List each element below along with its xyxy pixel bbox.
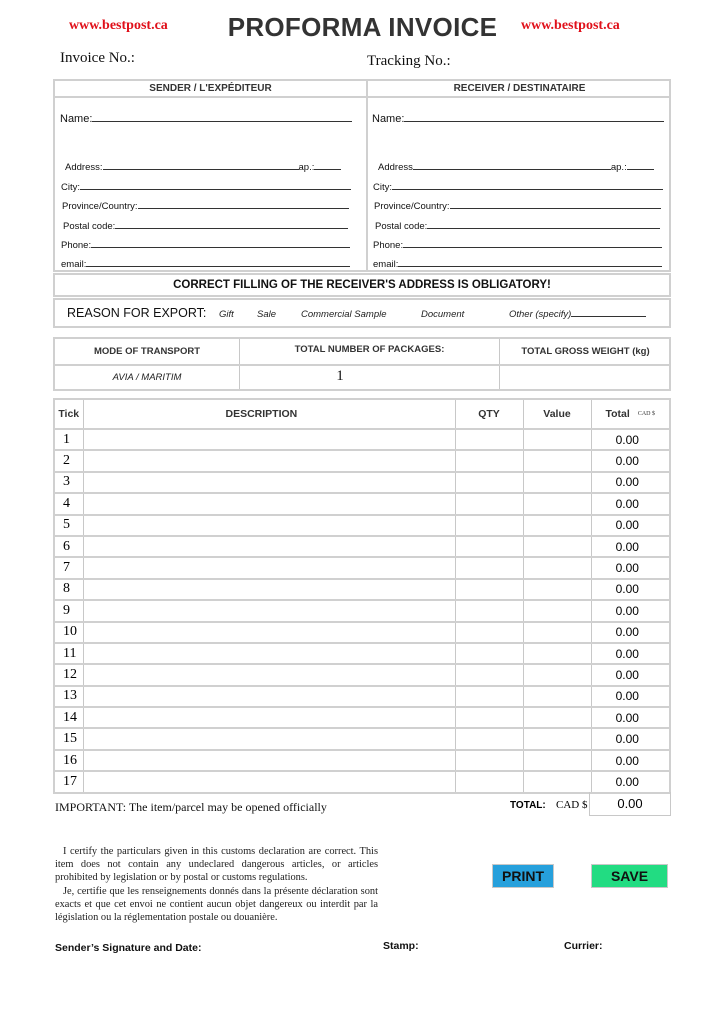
- row-total: 0.00: [591, 686, 669, 707]
- sender-name-label: Name:: [60, 113, 93, 125]
- row-total: 0.00: [591, 664, 669, 685]
- table-row: [55, 429, 669, 450]
- row-number: 16: [55, 750, 83, 771]
- description-input[interactable]: [83, 579, 455, 600]
- qty-input[interactable]: [455, 536, 523, 557]
- description-input[interactable]: [83, 600, 455, 621]
- receiver-city-field[interactable]: [373, 181, 663, 193]
- page-title: PROFORMA INVOICE: [227, 12, 498, 42]
- receiver-province-label: Province/Country:: [374, 201, 450, 212]
- mode-of-transport-header: MODE OF TRANSPORT: [93, 346, 201, 357]
- save-button[interactable]: SAVE: [591, 864, 668, 888]
- description-input[interactable]: [83, 728, 455, 749]
- sender-email-label: email:: [61, 259, 87, 270]
- value-input[interactable]: [523, 579, 591, 600]
- description-input[interactable]: [83, 429, 455, 450]
- sender-address-field[interactable]: [65, 161, 341, 173]
- col-header-qty: QTY: [455, 400, 523, 429]
- table-row: [55, 536, 669, 557]
- total-weight-header: TOTAL GROSS WEIGHT (kg): [521, 346, 650, 357]
- divider: [55, 364, 669, 366]
- value-input[interactable]: [523, 450, 591, 471]
- table-row: [55, 707, 669, 728]
- description-input[interactable]: [83, 450, 455, 471]
- reason-option-other[interactable]: [509, 309, 646, 320]
- table-row: [55, 664, 669, 685]
- sender-city-field[interactable]: [61, 181, 351, 193]
- row-number: 15: [55, 728, 83, 749]
- value-input[interactable]: [523, 557, 591, 578]
- qty-input[interactable]: [455, 600, 523, 621]
- row-number: 10: [55, 622, 83, 643]
- table-row: [55, 579, 669, 600]
- receiver-address-field[interactable]: [378, 161, 654, 173]
- row-number: 6: [55, 536, 83, 557]
- value-input[interactable]: [523, 686, 591, 707]
- print-button[interactable]: PRINT: [492, 864, 554, 888]
- row-total: 0.00: [591, 643, 669, 664]
- row-number: 1: [55, 429, 83, 450]
- grand-total-value: 0.00: [589, 792, 671, 816]
- row-total: 0.00: [591, 536, 669, 557]
- total-weight-input[interactable]: [500, 368, 671, 390]
- receiver-province-field[interactable]: [374, 200, 661, 212]
- table-row: [55, 728, 669, 749]
- row-number: 13: [55, 686, 83, 707]
- row-number: 17: [55, 771, 83, 792]
- row-number: 8: [55, 579, 83, 600]
- sender-phone-label: Phone:: [61, 240, 92, 251]
- col-header-description: DESCRIPTION: [83, 400, 455, 429]
- row-number: 2: [55, 450, 83, 471]
- divider: [366, 81, 368, 270]
- receiver-email-field[interactable]: [373, 258, 662, 270]
- value-input[interactable]: [523, 536, 591, 557]
- description-input[interactable]: [83, 536, 455, 557]
- transport-section: [53, 337, 671, 391]
- description-input[interactable]: [83, 643, 455, 664]
- description-input[interactable]: [83, 472, 455, 493]
- row-total: 0.00: [591, 707, 669, 728]
- table-row: [55, 557, 669, 578]
- website-link-right[interactable]: www.bestpost.ca: [521, 18, 620, 33]
- sender-email-field[interactable]: [61, 258, 350, 270]
- table-row: [55, 771, 669, 792]
- reason-option-gift[interactable]: Gift: [219, 309, 234, 320]
- value-input[interactable]: [523, 664, 591, 685]
- description-input[interactable]: [83, 493, 455, 514]
- address-section: [53, 79, 671, 272]
- invoice-number-label: Invoice No.:: [60, 50, 135, 66]
- description-input[interactable]: [83, 750, 455, 771]
- important-notice: IMPORTANT: The item/parcel may be opened officially: [55, 800, 327, 814]
- col-header-tick: Tick: [55, 400, 83, 429]
- row-total: 0.00: [591, 600, 669, 621]
- tracking-number-label: Tracking No.:: [367, 53, 451, 69]
- sender-province-label: Province/Country:: [62, 201, 138, 212]
- description-input[interactable]: [83, 686, 455, 707]
- table-row: [55, 750, 669, 771]
- receiver-postal-field[interactable]: [375, 220, 660, 232]
- value-input[interactable]: [523, 472, 591, 493]
- reason-for-export: [53, 298, 671, 328]
- receiver-postal-label: Postal code:: [375, 221, 428, 232]
- reason-option-document[interactable]: Document: [421, 309, 465, 320]
- row-number: 7: [55, 557, 83, 578]
- divider: [55, 96, 669, 98]
- col-header-value: Value: [523, 400, 591, 429]
- total-header-label: Total: [605, 408, 630, 420]
- table-row: [55, 600, 669, 621]
- sender-ap-label: ap.:: [298, 162, 315, 173]
- grand-total-label: TOTAL:: [510, 800, 546, 811]
- value-input[interactable]: [523, 707, 591, 728]
- sender-signature-label: Sender’s Signature and Date:: [55, 942, 202, 954]
- value-input[interactable]: [523, 643, 591, 664]
- row-total: 0.00: [591, 579, 669, 600]
- certification-english: I certify the particulars given in this customs declaration are correct. This item does not contain any undeclared dangerous articles, or articles prohibited by legislation or by postal or customs regulations.: [55, 846, 378, 883]
- qty-input[interactable]: [455, 429, 523, 450]
- description-input[interactable]: [83, 707, 455, 728]
- tracking-number-input[interactable]: [452, 50, 667, 70]
- col-header-total: [591, 400, 669, 429]
- value-input[interactable]: [523, 622, 591, 643]
- value-input[interactable]: [523, 771, 591, 792]
- certification-french: Je, certifie que les renseignements donnés dans la présente déclaration sont exacts et que cet envoi ne contient aucun objet dangereux ou interdit par la législation ou la réglementation postale ou douanière.: [55, 886, 378, 923]
- reason-option-commercial-sample[interactable]: Commercial Sample: [301, 309, 387, 320]
- qty-input[interactable]: [455, 515, 523, 536]
- description-input[interactable]: [83, 771, 455, 792]
- grand-total-currency: CAD $: [556, 799, 588, 811]
- value-input[interactable]: [523, 429, 591, 450]
- qty-input[interactable]: [455, 643, 523, 664]
- qty-input[interactable]: [455, 686, 523, 707]
- reason-option-other-label: Other (specify): [509, 309, 572, 320]
- row-total: 0.00: [591, 728, 669, 749]
- table-row: [55, 450, 669, 471]
- sender-name-field[interactable]: [60, 113, 352, 125]
- row-total: 0.00: [591, 450, 669, 471]
- row-number: 3: [55, 472, 83, 493]
- qty-input[interactable]: [455, 493, 523, 514]
- row-total: 0.00: [591, 622, 669, 643]
- value-input[interactable]: [523, 493, 591, 514]
- row-number: 11: [55, 643, 83, 664]
- receiver-phone-field[interactable]: [373, 239, 662, 251]
- receiver-address-label: Address: [378, 162, 413, 173]
- sender-postal-label: Postal code:: [63, 221, 116, 232]
- reason-label: REASON FOR EXPORT:: [67, 306, 207, 320]
- sender-phone-field[interactable]: [61, 239, 350, 251]
- receiver-ap-label: ap.:: [610, 162, 627, 173]
- table-row: [55, 686, 669, 707]
- row-total: 0.00: [591, 493, 669, 514]
- qty-input[interactable]: [455, 728, 523, 749]
- row-number: 14: [55, 707, 83, 728]
- receiver-name-label: Name:: [372, 113, 405, 125]
- sender-heading: SENDER / L'EXPÉDITEUR: [149, 83, 272, 94]
- stamp-label: Stamp:: [383, 940, 419, 952]
- description-input[interactable]: [83, 557, 455, 578]
- reason-option-sale[interactable]: Sale: [257, 309, 277, 320]
- description-input[interactable]: [83, 664, 455, 685]
- total-packages-input[interactable]: 1: [336, 368, 344, 384]
- qty-input[interactable]: [455, 557, 523, 578]
- qty-input[interactable]: [455, 750, 523, 771]
- row-number: 5: [55, 515, 83, 536]
- sender-address-label: Address:: [65, 162, 103, 173]
- receiver-email-label: email:: [373, 259, 399, 270]
- sender-province-field[interactable]: [62, 200, 349, 212]
- table-row: [55, 643, 669, 664]
- qty-input[interactable]: [455, 622, 523, 643]
- address-obligatory-notice: CORRECT FILLING OF THE RECEIVER'S ADDRESS IS OBLIGATORY!: [53, 273, 671, 297]
- table-row: [55, 493, 669, 514]
- qty-input[interactable]: [455, 664, 523, 685]
- value-input[interactable]: [523, 750, 591, 771]
- receiver-heading: RECEIVER / DESTINATAIRE: [453, 83, 586, 94]
- row-number: 9: [55, 600, 83, 621]
- row-total: 0.00: [591, 750, 669, 771]
- value-input[interactable]: [523, 600, 591, 621]
- qty-input[interactable]: [455, 771, 523, 792]
- description-input[interactable]: [83, 515, 455, 536]
- row-total: 0.00: [591, 429, 669, 450]
- invoice-number-input[interactable]: [140, 48, 350, 68]
- currency-label: CAD $: [637, 411, 655, 418]
- receiver-phone-label: Phone:: [373, 240, 404, 251]
- row-total: 0.00: [591, 771, 669, 792]
- table-row: [55, 622, 669, 643]
- table-header-row: [55, 400, 669, 429]
- table-row: [55, 515, 669, 536]
- website-link-left[interactable]: www.bestpost.ca: [69, 18, 168, 33]
- receiver-name-field[interactable]: [372, 113, 664, 125]
- table-row: [55, 472, 669, 493]
- items-table: [53, 398, 671, 794]
- row-number: 12: [55, 664, 83, 685]
- qty-input[interactable]: [455, 472, 523, 493]
- qty-input[interactable]: [455, 579, 523, 600]
- value-input[interactable]: [523, 728, 591, 749]
- total-packages-header: TOTAL NUMBER OF PACKAGES:: [294, 344, 445, 355]
- row-total: 0.00: [591, 472, 669, 493]
- row-total: 0.00: [591, 515, 669, 536]
- sender-postal-field[interactable]: [63, 220, 348, 232]
- qty-input[interactable]: [455, 707, 523, 728]
- currier-label: Currier:: [564, 940, 603, 952]
- description-input[interactable]: [83, 622, 455, 643]
- receiver-city-label: City:: [373, 182, 392, 193]
- value-input[interactable]: [523, 515, 591, 536]
- row-total: 0.00: [591, 557, 669, 578]
- mode-of-transport-value[interactable]: AVIA / MARITIM: [112, 372, 182, 383]
- sender-city-label: City:: [61, 182, 80, 193]
- qty-input[interactable]: [455, 450, 523, 471]
- row-number: 4: [55, 493, 83, 514]
